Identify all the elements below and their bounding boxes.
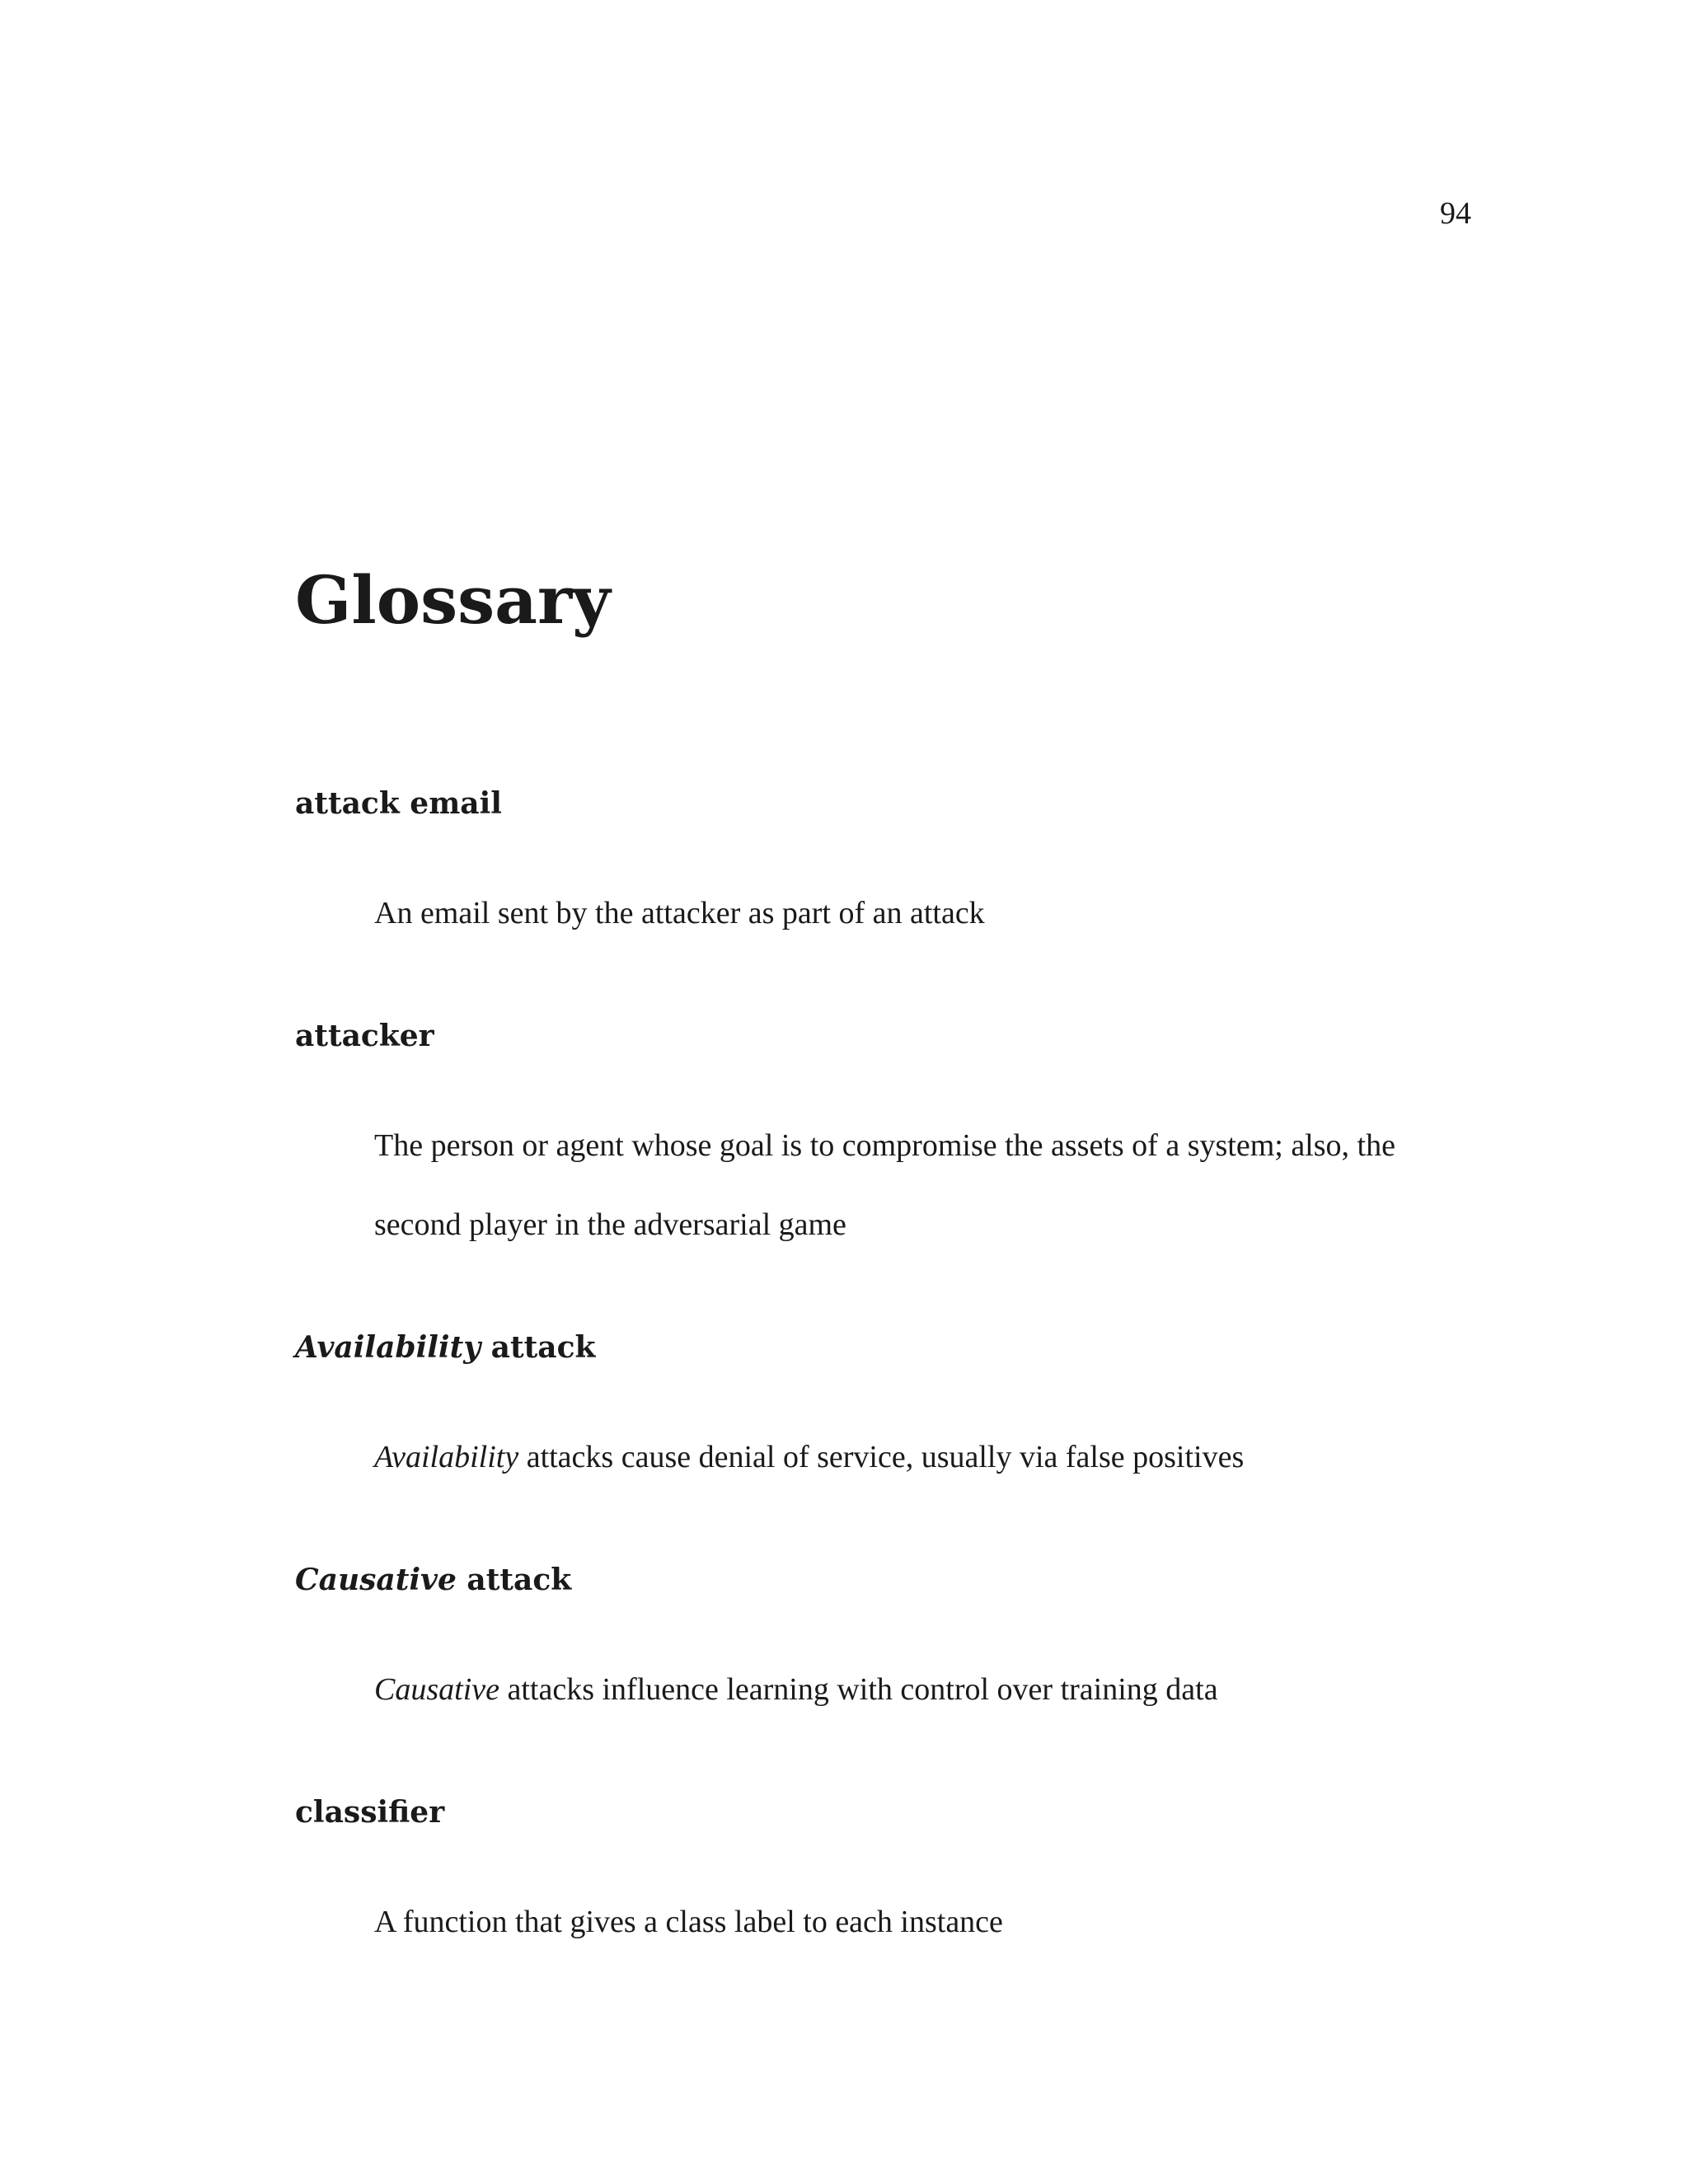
glossary-term bbox=[295, 1327, 1474, 1368]
glossary-entry bbox=[295, 1792, 1474, 1961]
page-number: 94 bbox=[1440, 196, 1471, 231]
glossary-term-italic: Availability bbox=[295, 1330, 481, 1365]
glossary-term: attacker bbox=[295, 1019, 434, 1053]
glossary-entry bbox=[295, 1327, 1474, 1497]
glossary-entry bbox=[295, 783, 1474, 953]
glossary-definition bbox=[374, 1650, 1474, 1729]
glossary-term-rest: attack bbox=[481, 1330, 596, 1365]
glossary-term-italic: Causative bbox=[295, 1563, 457, 1597]
glossary-definition-italic: Causative bbox=[374, 1672, 499, 1707]
glossary-definition bbox=[374, 1418, 1474, 1497]
glossary-definition-rest: attacks cause denial of service, usually via false positives bbox=[518, 1440, 1245, 1474]
glossary-term: classifier bbox=[295, 1795, 445, 1830]
glossary-definition: A function that gives a class label to each instance bbox=[374, 1905, 1003, 1939]
glossary-entry bbox=[295, 1559, 1474, 1729]
chapter-title: Glossary bbox=[295, 561, 611, 639]
glossary-term-rest: attack bbox=[456, 1563, 572, 1597]
glossary-definition-rest: attacks influence learning with control over training data bbox=[499, 1672, 1218, 1707]
glossary-term: attack email bbox=[295, 786, 502, 821]
glossary-definition: An email sent by the attacker as part of an attack bbox=[374, 896, 985, 930]
glossary-entry bbox=[295, 1015, 1474, 1264]
glossary-term bbox=[295, 1559, 1474, 1601]
glossary-list bbox=[295, 783, 1474, 1961]
glossary-definition: The person or agent whose goal is to compromise the assets of a system; also, the second player in the adversarial game bbox=[374, 1128, 1395, 1242]
glossary-definition-italic: Availability bbox=[374, 1440, 519, 1474]
